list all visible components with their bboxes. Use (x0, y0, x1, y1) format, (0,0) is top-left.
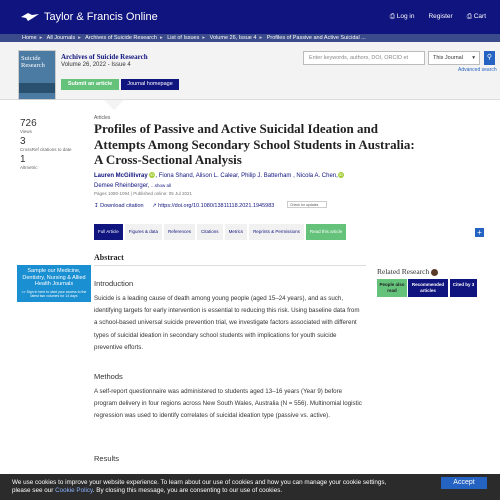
cookie-policy-link[interactable]: Cookie Policy (55, 486, 93, 494)
orcid-icon[interactable]: iD (150, 172, 155, 178)
tab-read-article[interactable]: Read this article (306, 224, 346, 240)
breadcrumb-article: Profiles of Passive and Active Suicidal ... (266, 35, 366, 41)
introduction-text: Suicide is a leading cause of death among young people (aged 15–24 years), and as such, identifying targets for early intervention is essential to reducing this risk. Using baseline data from a school-based universal suicide prevention trial, we investigate factors associated with different types of suicidal ideation in secondary school students with implications for youth suicide preventive efforts. (94, 295, 360, 351)
cart-icon: ⎙ (466, 13, 472, 20)
chevron-right-icon: ▸ (159, 35, 163, 41)
introduction-heading: Introduction (94, 279, 134, 288)
related-info-icon[interactable] (431, 269, 438, 276)
crossmark-badge[interactable]: Check for updates (287, 201, 327, 208)
cover-title: Suicide Research (21, 55, 45, 69)
journal-title[interactable]: Archives of Suicide Research (61, 53, 148, 61)
views-count: 726 (20, 118, 37, 129)
breadcrumb-all-journals[interactable]: All Journals (46, 35, 76, 41)
download-citation-link[interactable]: ↧ Download citation (94, 203, 144, 209)
top-bar (0, 0, 500, 34)
breadcrumb-home[interactable]: Home (22, 35, 37, 41)
author-list (94, 172, 394, 191)
search-icon: ⚲ (486, 54, 493, 61)
search-scope-value: This Journal (433, 55, 463, 61)
crossref-label: CrossRef citations to date (20, 147, 72, 152)
submit-article-button[interactable]: Submit an article (61, 79, 119, 90)
views-label: Views (20, 129, 32, 134)
cart-link[interactable]: ⎙ Cart (466, 13, 486, 20)
brand-name: Taylor & Francis Online (44, 11, 158, 23)
breadcrumb-volume[interactable]: Volume 26, Issue 4 (209, 35, 257, 41)
chevron-down-icon: ▾ (472, 55, 475, 61)
tab-citations[interactable]: Citations (197, 224, 223, 240)
tf-logo-icon (20, 11, 40, 23)
journal-header (0, 42, 500, 100)
author-first[interactable]: Lauren McGillivray (94, 173, 148, 179)
cookie-text-line2a: please see our (12, 486, 56, 494)
breadcrumb (0, 34, 500, 42)
promo-subtext: >> Sign in here to start your access to the latest two volumes for 14 days (21, 289, 87, 298)
chevron-right-icon: ▸ (259, 35, 263, 41)
register-link[interactable]: Register (428, 13, 453, 20)
promo-banner[interactable] (17, 265, 91, 302)
crossref-count[interactable]: 3 (20, 136, 26, 147)
results-heading: Results (94, 454, 120, 463)
tab-people-also-read[interactable]: People also read (377, 279, 407, 297)
login-link[interactable]: ⎙ Log in (389, 13, 415, 20)
search-scope-select[interactable] (428, 51, 480, 65)
tab-cited-by[interactable]: Cited by 3 (450, 279, 477, 297)
advanced-search-link[interactable]: Advanced search (458, 67, 497, 73)
login-icon: ⎙ (389, 13, 395, 20)
chevron-right-icon: ▸ (202, 35, 206, 41)
doi-link[interactable]: ↗ https://doi.org/10.1080/13811118.2021.1945983 (152, 203, 275, 209)
accept-cookies-button[interactable]: Accept (441, 477, 487, 489)
article-tabs (94, 224, 346, 240)
journal-cover[interactable] (18, 50, 56, 100)
related-research (377, 267, 438, 276)
show-all-authors-link[interactable]: ...show all (151, 183, 172, 188)
altmetric-count[interactable]: 1 (20, 154, 26, 165)
tab-figures[interactable]: Figures & data (125, 224, 162, 240)
abstract-heading: Abstract (94, 253, 124, 262)
altmetric-label: Altmetric (20, 165, 38, 170)
breadcrumb-journal[interactable]: Archives of Suicide Research (85, 35, 157, 41)
author-others[interactable]: , Fiona Shand, Alison L. Calear, Philip J. Batterham , Nicola A. Chen, (155, 173, 338, 179)
related-heading: Related Research (377, 267, 430, 276)
journal-volume[interactable]: Volume 26, 2022 - Issue 4 (61, 62, 131, 68)
cookie-text-line2b: . By closing this message, you are consenting to our use of cookies. (92, 486, 283, 494)
pages-published: Pages 1080-1094 | Published online: 05 Jul 2021 (94, 191, 192, 196)
search-button[interactable] (484, 51, 495, 65)
article-type: Articles (94, 115, 111, 121)
cookie-text-line1: We use cookies to improve your website experience. To learn about our use of cookies and how you can manage your cookie settings, (12, 479, 387, 486)
tab-recommended[interactable]: Recommended articles (408, 279, 448, 297)
methods-text: A self-report questionnaire was administered to students aged 13–16 years (Year 9) before program delivery in four regions across New South Wales, Australia (N = 556). Multinomial logistic regression was used to identify correlates of suicidal ideation type (passive vs. active). (94, 388, 362, 420)
tab-metrics[interactable]: Metrics (225, 224, 248, 240)
cookie-message (12, 479, 452, 494)
article-title: Profiles of Passive and Active Suicidal Ideation and Attempts Among Secondary School Students in Australia: A Cross-Sectional Analysis (94, 121, 415, 167)
article-metrics (20, 118, 80, 172)
chevron-right-icon: ▸ (39, 35, 43, 41)
link-icon: ↗ (152, 203, 157, 209)
brand-logo[interactable] (20, 11, 158, 23)
search-input[interactable]: Enter keywords, authors, DOI, ORCID et (303, 51, 425, 65)
tab-reprints[interactable]: Reprints & Permissions (249, 224, 304, 240)
download-icon: ↧ (94, 203, 99, 209)
tab-full-article[interactable]: Full Article (94, 224, 123, 240)
promo-headline: Sample our Medicine, Dentistry, Nursing & Allied Health Journals (22, 268, 86, 287)
share-plus-icon[interactable]: + (475, 228, 484, 237)
header-notch (104, 100, 124, 110)
tab-references[interactable]: References (164, 224, 195, 240)
breadcrumb-issues[interactable]: List of Issues (167, 35, 200, 41)
methods-heading: Methods (94, 372, 123, 381)
chevron-right-icon: ▸ (78, 35, 81, 41)
cover-band (19, 83, 55, 93)
divider (94, 265, 366, 266)
orcid-icon[interactable]: iD (338, 172, 343, 178)
author-line2[interactable]: Demee Rheinberger, (94, 183, 150, 189)
cookie-banner (0, 474, 500, 500)
journal-homepage-button[interactable]: Journal homepage (121, 79, 179, 90)
